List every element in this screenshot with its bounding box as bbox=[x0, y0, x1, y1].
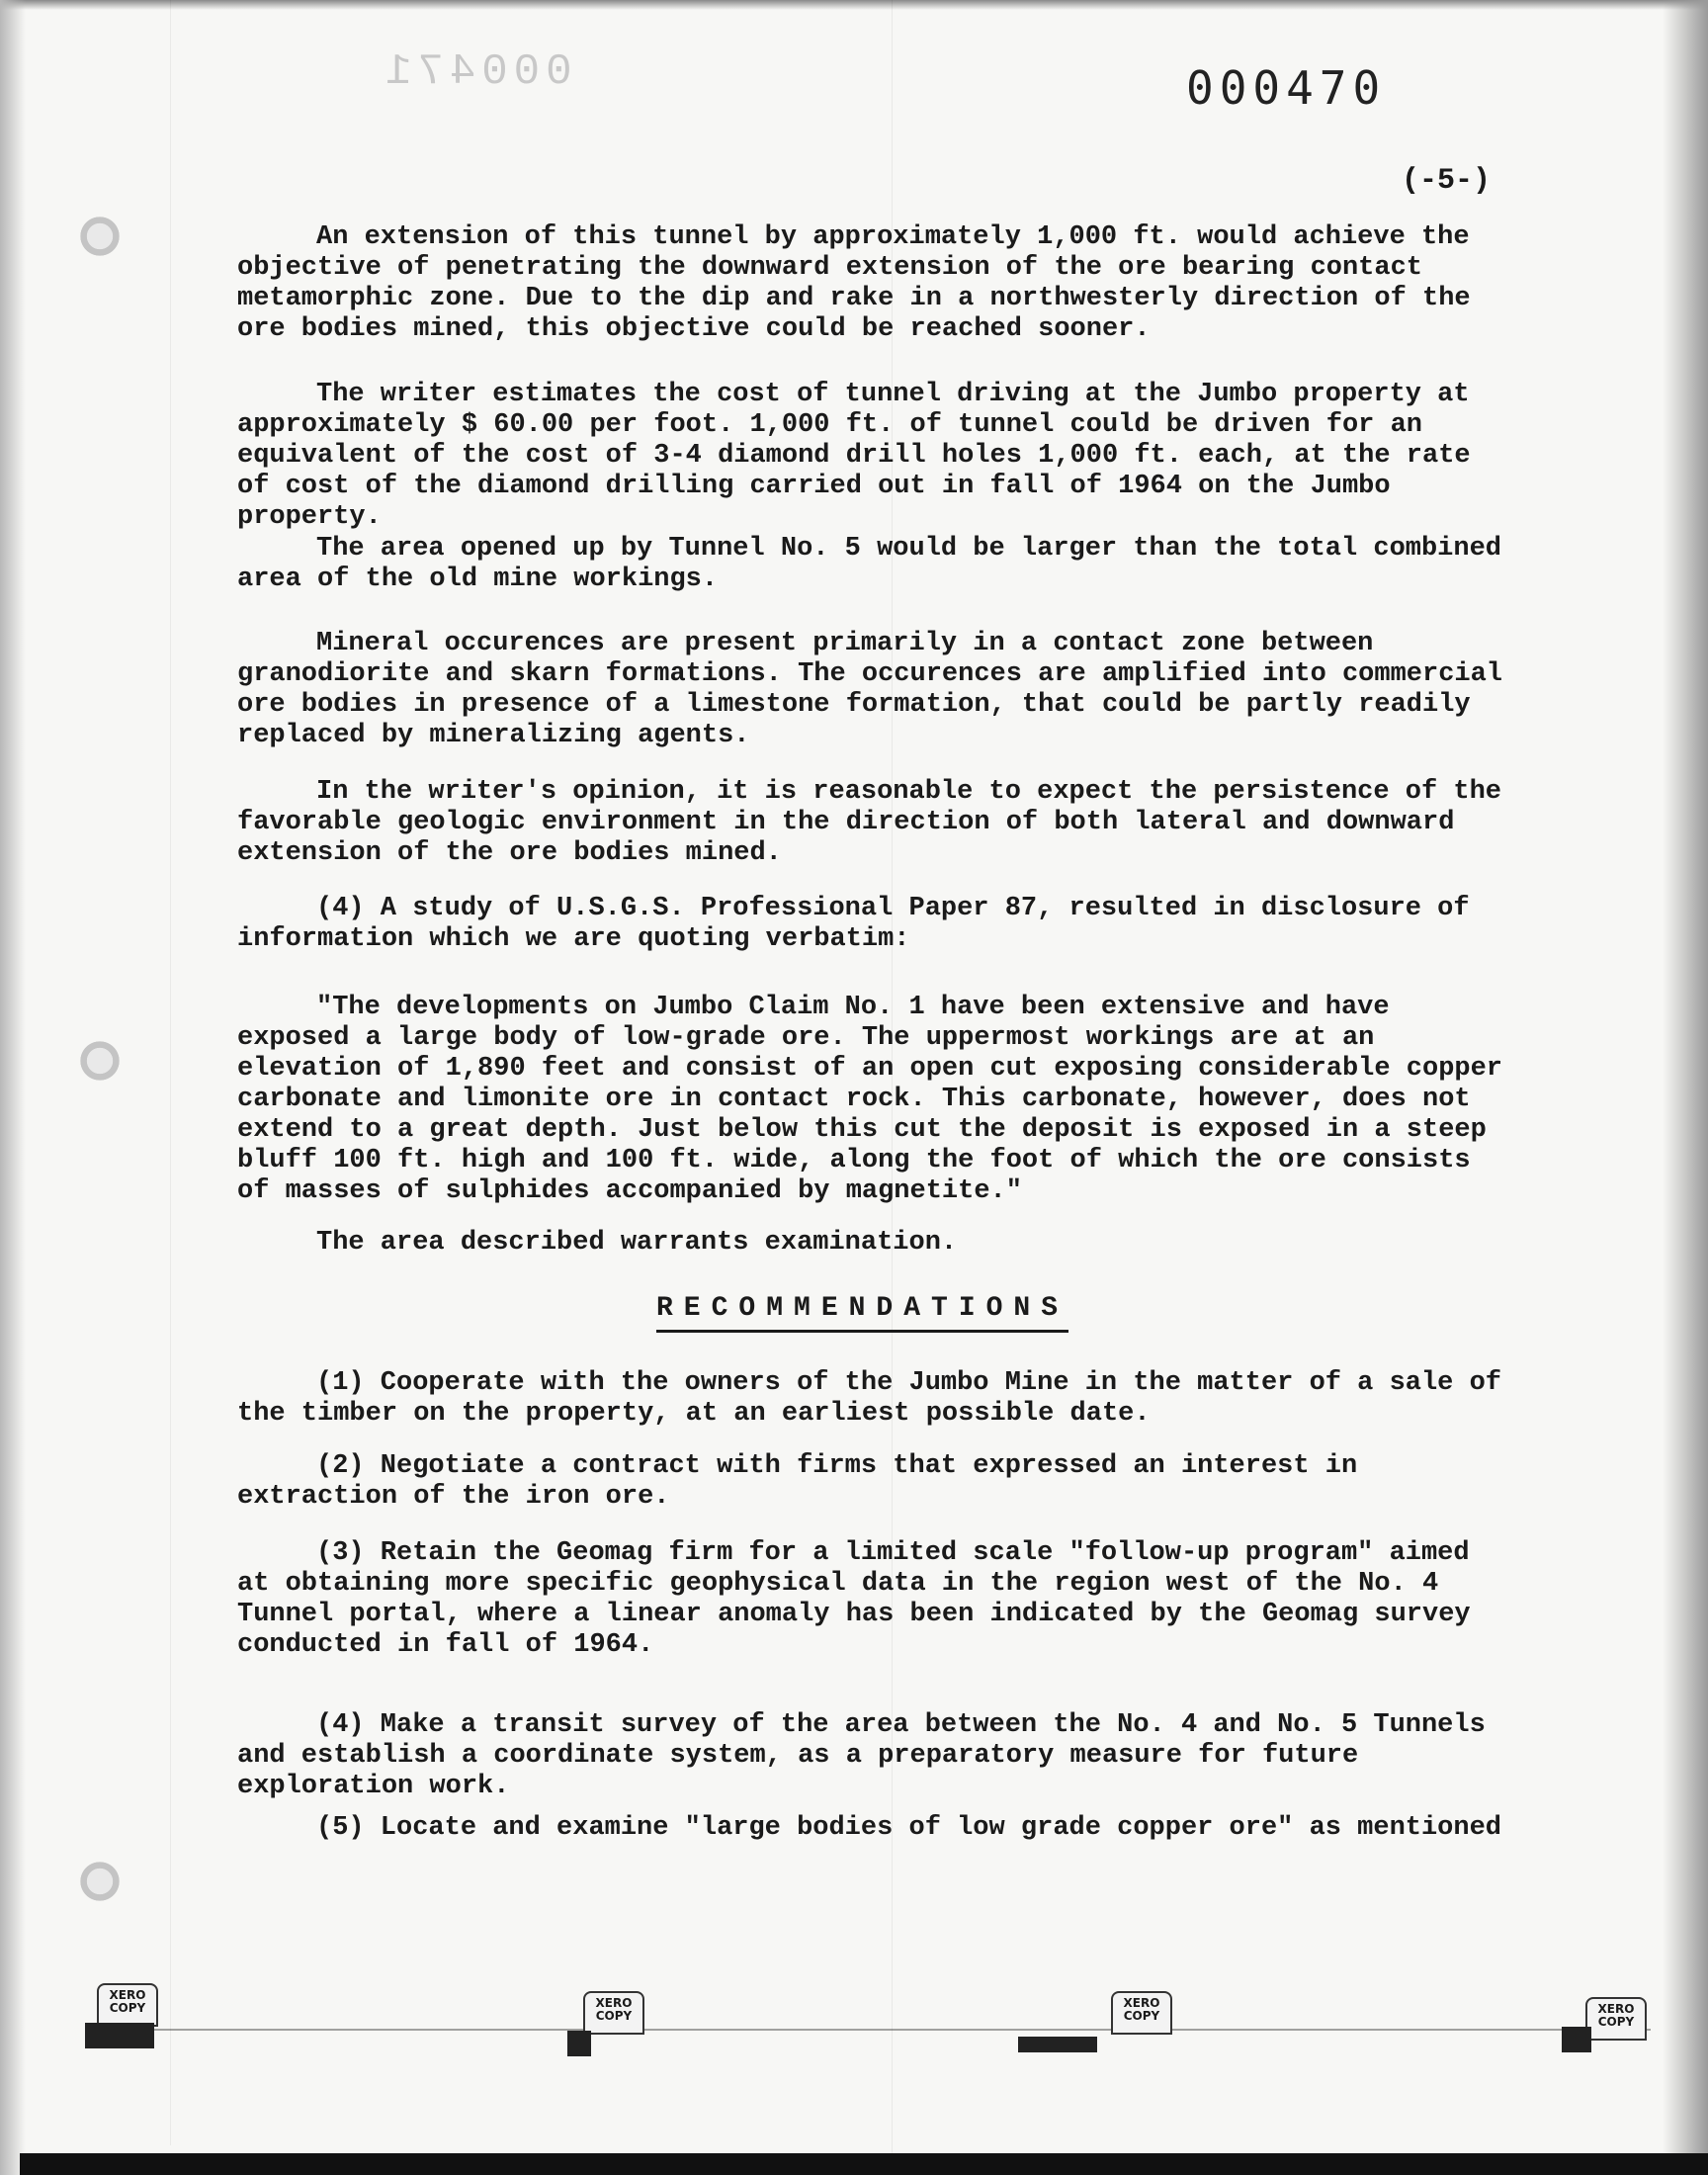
recommendation-2: (2) Negotiate a contract with firms that expressed an interest in extraction of the iron ore. bbox=[237, 1451, 1374, 1512]
recommendation-1: (1) Cooperate with the owners of the Jumbo Mine in the matter of a sale of the timber on the property, at an earliest possible date. bbox=[237, 1368, 1518, 1429]
copier-mark bbox=[1562, 2027, 1591, 2052]
paragraph-tunnel-area: The area opened up by Tunnel No. 5 would be larger than the total combined area of the old mine workings. bbox=[237, 534, 1518, 594]
xero-copy-stamp-2: XERO COPY bbox=[583, 1991, 644, 2035]
margin-line bbox=[170, 0, 171, 2145]
copier-mark bbox=[567, 2031, 591, 2056]
paragraph-writer-opinion: In the writer's opinion, it is reasonable to expect the persistence of the favorable geologic environment in the direction of both lateral and downward extension of the ore bodies mined. bbox=[237, 777, 1518, 868]
scan-edge-top bbox=[0, 0, 1708, 10]
scan-edge-left bbox=[0, 0, 26, 2175]
punch-hole-top bbox=[77, 214, 123, 259]
scan-bottom-border bbox=[20, 2153, 1708, 2175]
recommendation-5: (5) Locate and examine "large bodies of low grade copper ore" as mentioned bbox=[316, 1813, 1501, 1843]
paragraph-usgs-quote: "The developments on Jumbo Claim No. 1 have been extensive and have exposed a large body of low-grade ore. The uppermost workings are at an elevation of 1,890 feet and consist of an open cut exposing considerable copper carbonate and limonite ore in contact rock. This carbonate, however, does not extend to a great depth. Just below this cut the deposit is exposed in a steep bluff 100 ft. high and 100 ft. wide, along the foot of which the ore consists of masses of sulphides accompanied by magnetite." bbox=[237, 993, 1519, 1206]
xero-copy-stamp-3: XERO COPY bbox=[1111, 1991, 1172, 2035]
paragraph-area-described: The area described warrants examination. bbox=[316, 1228, 958, 1258]
recommendations-heading: RECOMMENDATIONS bbox=[656, 1293, 1068, 1333]
copier-mark bbox=[1018, 2037, 1097, 2052]
paragraph-mineral-occurences: Mineral occurences are present primarily in a contact zone between granodiorite and skarn formations. The occurences are amplified into commercial ore bodies in presence of a limestone formation, that could be partly readily replaced by mineralizing agents. bbox=[237, 629, 1519, 750]
paragraph-usgs-study: (4) A study of U.S.G.S. Professional Paper 87, resulted in disclosure of information which we are quoting verbatim: bbox=[237, 894, 1486, 954]
scan-edge-right bbox=[1663, 0, 1708, 2175]
bleed-through-number: 000471 bbox=[380, 47, 572, 97]
xero-copy-stamp-4: XERO COPY bbox=[1585, 1997, 1647, 2041]
recommendation-4: (4) Make a transit survey of the area between the No. 4 and No. 5 Tunnels and establish a coordinate system, as a preparatory measure for future exploration work. bbox=[237, 1710, 1501, 1801]
punch-hole-bottom bbox=[77, 1859, 123, 1904]
copier-mark bbox=[85, 2023, 154, 2048]
paragraph-tunnel-extension: An extension of this tunnel by approximately 1,000 ft. would achieve the objective of penetrating the downward extension of the ore bearing contact metamorphic zone. Due to the dip and rake in a northwesterly direction of the ore bodies mined, this objective could be reached sooner. bbox=[237, 222, 1487, 344]
copier-edge-line bbox=[89, 2029, 1651, 2031]
page-number: (-5-) bbox=[1402, 164, 1492, 198]
xero-copy-stamp-1: XERO COPY bbox=[97, 1983, 158, 2027]
recommendation-3: (3) Retain the Geomag firm for a limited scale "follow-up program" aimed at obtaining more specific geophysical data in the region west of the No. 4 Tunnel portal, where a linear anomaly has been indicated by the Geomag survey conducted in fall of 1964. bbox=[237, 1538, 1487, 1660]
document-number: 000470 bbox=[1186, 61, 1387, 115]
paragraph-tunnel-cost: The writer estimates the cost of tunnel driving at the Jumbo property at approximately $ 60.00 per foot. 1,000 ft. of tunnel could be driven for an equivalent of the cost of 3-4 diamond drill holes 1,000 ft. each, at the rate of cost of the diamond drilling carried out in fall of 1964 on the Jumbo property. bbox=[237, 380, 1487, 532]
punch-hole-middle bbox=[77, 1038, 123, 1084]
